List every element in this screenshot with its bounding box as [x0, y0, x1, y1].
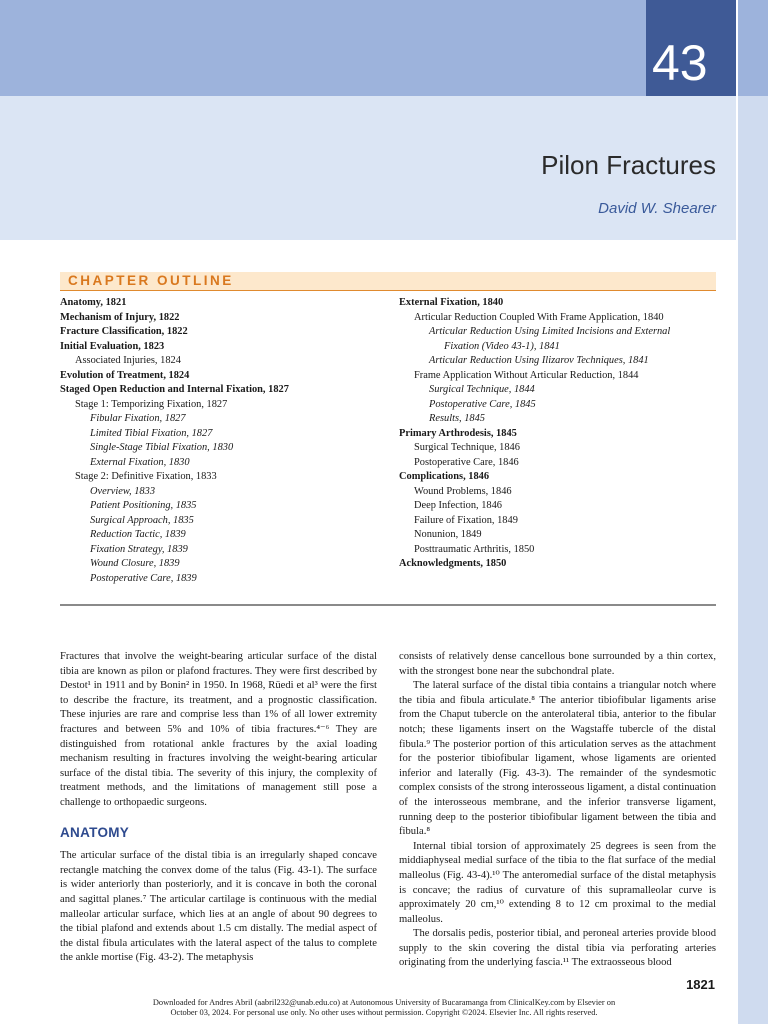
body-paragraph: The dorsalis pedis, posterior tibial, and peroneal arteries provide blood supply to the skin covering the distal tibia via perforating arteries originating from the underlying fascia.¹¹ The extraosseous blood: [399, 928, 716, 969]
outline-entry: Limited Tibial Fixation, 1827: [90, 427, 213, 439]
chapter-outline-title: CHAPTER OUTLINE: [68, 273, 234, 288]
body-paragraph: consists of relatively dense cancellous bone surrounded by a thin cortex, with the strongest bone near the subchondral plate.: [399, 651, 716, 677]
body-paragraph: Internal tibial torsion of approximately 25 degrees is seen from the middiaphyseal medial surface of the tibia to the flat surface of the medial malleolus (Fig. 43-4).¹⁰ The anteromedial surface of the distal metaphysis is concave; the radius of curvature of this supramalleolar curve is approximately 20 cm,¹⁰ extending 8 to 12 cm proximal to the medial malleolus.: [399, 840, 716, 925]
header-band: [0, 0, 646, 96]
outline-entry: Postoperative Care, 1845: [429, 398, 536, 410]
outline-entry: Associated Injuries, 1824: [75, 355, 181, 366]
outline-entry: External Fixation, 1840: [399, 297, 504, 308]
outline-entry: Articular Reduction Coupled With Frame Application, 1840: [414, 311, 664, 323]
section-heading-anatomy: ANATOMY: [60, 824, 130, 840]
outline-entry: Wound Closure, 1839: [90, 558, 180, 569]
outline-entry: Postoperative Care, 1846: [414, 456, 519, 468]
outline-entry: Wound Problems, 1846: [414, 485, 512, 497]
outline-entry: Postoperative Care, 1839: [90, 572, 197, 584]
chapter-number: 43: [652, 35, 708, 91]
outline-entry: Anatomy, 1821: [60, 297, 127, 308]
outline-entry: Fracture Classification, 1822: [60, 326, 188, 337]
section-divider: [60, 604, 716, 606]
outline-entry: Complications, 1846: [399, 471, 490, 482]
outline-entry: Articular Reduction Using Limited Incisions and External: [429, 326, 671, 337]
chapter-number-box: [646, 0, 736, 96]
outline-entry: External Fixation, 1830: [90, 456, 190, 468]
outline-entry: Results, 1845: [429, 413, 485, 424]
outline-entry: Fibular Fixation, 1827: [90, 413, 186, 424]
outline-entry: Surgical Technique, 1844: [429, 384, 535, 395]
outline-entry: Posttraumatic Arthritis, 1850: [414, 543, 535, 555]
body-column-left: [60, 650, 377, 966]
outline-entry: Fixation (Video 43-1), 1841: [444, 340, 560, 352]
outline-entry: Evolution of Treatment, 1824: [60, 369, 190, 381]
outline-entry: Stage 1: Temporizing Fixation, 1827: [75, 398, 228, 410]
chapter-author: David W. Shearer: [598, 200, 716, 217]
outline-entry: Staged Open Reduction and Internal Fixation, 1827: [60, 384, 289, 395]
outline-entry: Articular Reduction Using Ilizarov Techniques, 1841: [429, 355, 649, 366]
body-column-right: [399, 650, 716, 971]
page-number: 1821: [686, 977, 715, 992]
body-paragraph: The lateral surface of the distal tibia contains a triangular notch where the tibia and fibula articulate.⁸ The anterior tibiofibular ligaments arise from the Chaput tubercle on the anterolateral tibia, anterior to the fibular notch; these ligaments insert on the Wagstaffe tubercle of the distal fibula.⁹ The posterior portion of this articulation serves as the attachment for the posterior tibiofibular ligament, whose ligaments are oriented inferior and laterally (Fig. 43-3). The remainder of the syndesmotic complex consists of the strong interosseous ligament, a distal continuation of the interosseous membrane, and the inferior transverse ligament, running deep to the posterior tibiofibular ligament between the tibia and fibula.⁸: [399, 680, 716, 838]
outline-entry: Patient Positioning, 1835: [90, 500, 197, 511]
outline-column-right: [399, 296, 719, 572]
outline-entry: Failure of Fixation, 1849: [414, 514, 518, 526]
outline-entry: Stage 2: Definitive Fixation, 1833: [75, 471, 217, 482]
outline-entry: Frame Application Without Articular Reduction, 1844: [414, 369, 639, 381]
outline-entry: Surgical Technique, 1846: [414, 442, 520, 453]
anatomy-paragraph: The articular surface of the distal tibia is an irregularly shaped concave rectangle matching the convex dome of the talus (Fig. 43-1). The surface is wider anteriorly than posteriorly, and it is concave in both the coronal and sagittal planes.⁷ The articular cartilage is continuous with the medial malleolar articular surface, which lies at an angle of about 90 degrees to the tibial plafond and extends about 1.5 cm distally. The medial aspect of the distal fibula articulates with the lateral aspect of the talus to complete the ankle mortise (Fig. 43-2). The metaphysis: [60, 850, 377, 964]
download-footer: [0, 998, 768, 1018]
outline-entry: Reduction Tactic, 1839: [90, 529, 186, 540]
intro-paragraph: Fractures that involve the weight-bearing articular surface of the distal tibia are known as pilon or plafond fractures. They were first described by Destot¹ in 1911 and by Bonin² in 1950. In 1968, Rüedi et al³ were the first to describe the fracture, its treatment, and a prognostic classification. These injuries are rare and comprise less than 1% of all lower extremity fractures and between 5% and 10% of tibia fractures.⁴⁻⁶ They are distinguished from rotational ankle fractures by the axial loading mechanism resulting in fractures involving the weight-bearing articular surface of the distal tibia. The severity of this injury, the complexity of treatment methods, and the limitations of management still pose a challenge to orthopaedic surgeons.: [60, 651, 377, 808]
outline-entry: Acknowledgments, 1850: [399, 558, 507, 569]
outline-entry: Deep Infection, 1846: [414, 500, 503, 511]
outline-entry: Nonunion, 1849: [414, 529, 482, 540]
footer-line: October 03, 2024. For personal use only. No other uses without permission. Copyright ©2024. Elsevier Inc. All rights reserved.: [170, 1008, 598, 1017]
outline-column-left: [60, 296, 380, 586]
outline-entry: Overview, 1833: [90, 485, 156, 497]
margin-strip-top: [738, 0, 768, 96]
chapter-outline-header: [60, 272, 716, 291]
chapter-title: Pilon Fractures: [541, 150, 716, 180]
outline-entry: Single-Stage Tibial Fixation, 1830: [90, 442, 234, 453]
outline-entry: Mechanism of Injury, 1822: [60, 311, 180, 323]
outline-entry: Surgical Approach, 1835: [90, 514, 194, 526]
footer-line: Downloaded for Andres Abril (aabril232@unab.edu.co) at Autonomous University of Bucaramanga from ClinicalKey.com by Elsevier on: [152, 998, 616, 1007]
outline-entry: Primary Arthrodesis, 1845: [399, 427, 517, 439]
outline-entry: Fixation Strategy, 1839: [90, 543, 188, 555]
margin-strip: [738, 0, 768, 1024]
outline-entry: Initial Evaluation, 1823: [60, 340, 165, 352]
